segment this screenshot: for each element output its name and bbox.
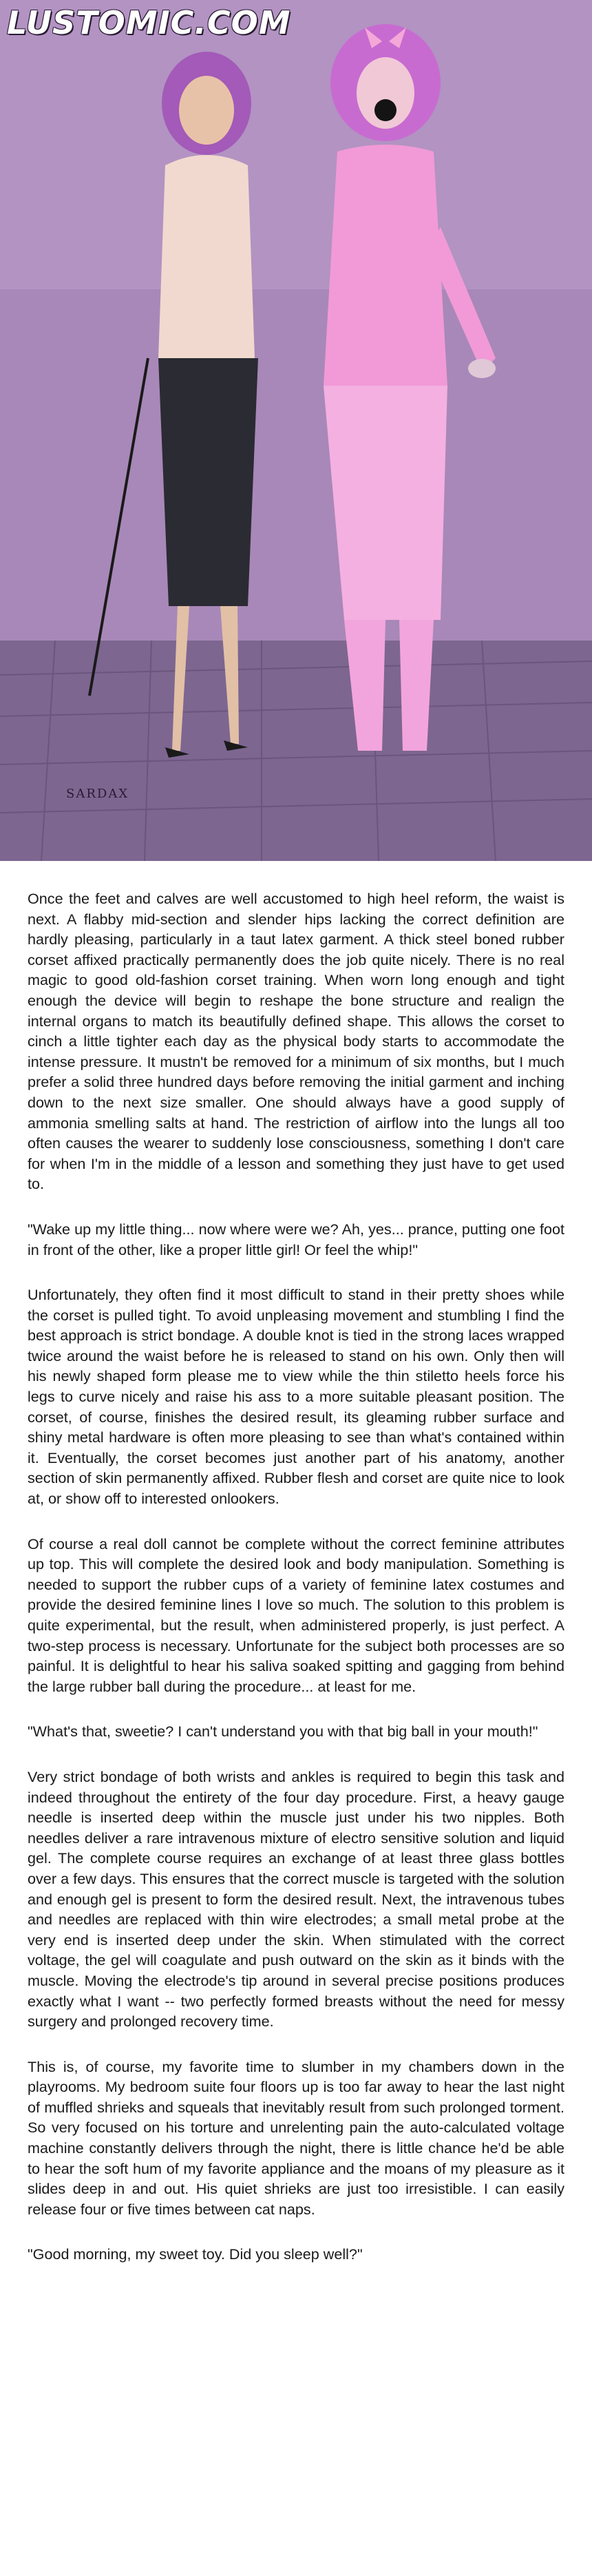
story-paragraph: Of course a real doll cannot be complete without the correct feminine attributes up top. This will complete the desired look and body manipulation. Something is needed to support the rubber cups of a variety of feminine latex costumes and provide the desired feminine lines I love so much. The solution to this problem is quite experimental, but the result, when administered properly, is just perfect. A two-step process is necessary. Unfortunate for the subject both processes are so painful. It is delightful to hear his saliva soaked spitting and gagging from behind the large rubber ball during the procedure... at least for me.: [28, 1535, 564, 1695]
story-paragraph: Once the feet and calves are well accustomed to high heel reform, the waist is next. A flabby mid-section and slender hips lacking the correct definition are hardly pleasing, particularly in a taut latex garment. A thick steel boned rubber corset affixed practically permanently does the job quite nicely. There is no real magic to good old-fashion corset training. When worn long enough and tight enough the device will begin to reshape the bone structure and realign the internal organs to match its beautifully defined shape. This allows the corset to cinch a little tighter each day as the physical body starts to accommodate the intense pressure. It mustn't be removed for a minimum of six months, but I much prefer a solid three hundred days before removing the initial garment and inching down to the next size smaller. One should always have a good supply of ammonia smelling salts at hand. The restriction of airflow into the lungs all too often causes the wearer to suddenly lose consciousness, something I don't care for when I'm in the middle of a lesson and something they just have to get used to.: [28, 890, 564, 1193]
story-paragraph: "What's that, sweetie? I can't understand you with that big ball in your mouth!": [28, 1723, 538, 1741]
artist-signature: SARDAX: [66, 787, 129, 801]
story-paragraph: "Good morning, my sweet toy. Did you sleep well?": [28, 2245, 363, 2263]
story-paragraph: Unfortunately, they often find it most difficult to stand in their pretty shoes while the corset is pulled tight. To avoid unpleasing movement and stumbling I find the best approach is strict bondage. A double knot is tied in the strong laces wrapped twice around the waist before he is released to stand on his own. Only then will his newly shaped form please me to view while the thin stiletto heels force his legs to curve nicely and raise his ass to a more suitable pleasant position. The corset, of course, finishes the desired result, its gleaming rubber surface and shiny metal hardware is often more pleasing to see than what's contained within it. Eventually, the corset becomes just another part of his anatomy, another section of skin permanently affixed. Rubber flesh and corset are quite nice to look at, or show off to interested onlookers.: [28, 1286, 564, 1508]
story-paragraph: This is, of course, my favorite time to slumber in my chambers down in the playrooms. My bedroom suite four floors up is too far away to hear the last night of muffled shrieks and squeals that inevitably result from such prolonged torment. So very focused on his torture and unrelenting pain the auto-calculated voltage machine constantly delivers through the night, there is little chance he'd be able to hear the soft hum of my favorite appliance and the moans of my pleasure as it slides deep in and out. His quiet shrieks are just too irresistible. I can easily release four or five times between cat naps.: [28, 2057, 564, 2218]
story-text: [28, 889, 564, 2289]
comic-illustration: [0, 0, 592, 861]
story-paragraph: Very strict bondage of both wrists and ankles is required to begin this task and indeed throughout the entirety of the four day procedure. First, a heavy gauge needle is inserted deep within the muscle just under his two nipples. Both needles deliver a rare intravenous mixture of electro sensitive solution and liquid gel. The complete course requires an exchange of at least three glass bottles over a few days. This ensures that the correct muscle is targeted with the solution and enough gel is present to form the desired result. Next, the intravenous tubes and needles are replaced with thin wire electrodes; a small metal probe at the very end is inserted deep under the skin. When stimulated with the correct voltage, the gel will coagulate and push outward on the skin as it binds with the muscle. Moving the electrode's tip around in several precise positions produces exactly what I want -- two perfectly formed breasts without the need for messy surgery and prolonged recovery time.: [28, 1767, 564, 2030]
story-paragraph: "Wake up my little thing... now where were we? Ah, yes... prance, putting one foot in front of the other, like a proper little girl! Or feel the whip!": [28, 1220, 564, 1258]
site-logo: LUSTOMIC.COM: [7, 4, 291, 41]
illustration-drawing: [0, 0, 592, 861]
